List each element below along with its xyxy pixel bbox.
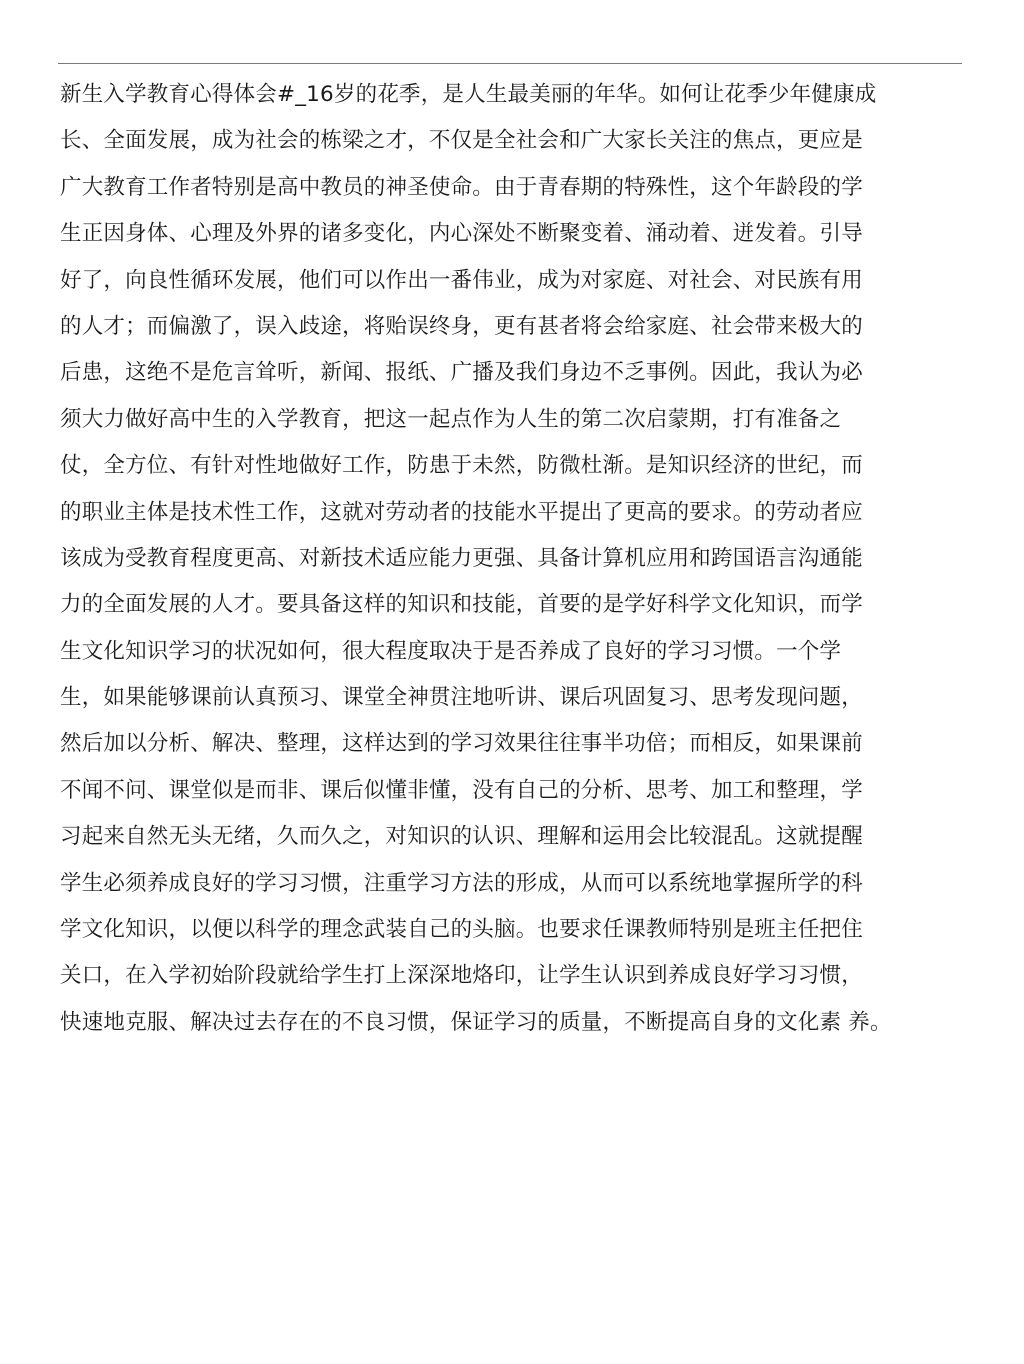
text-line: 学文化知识，以便以科学的理念武装自己的头脑。也要求任课教师特别是班主任把住 <box>60 917 863 943</box>
text-line: 学生必须养成良好的学习习惯，注重学习方法的形成，从而可以系统地掌握所学的科 <box>60 870 863 896</box>
text-line: 关口，在入学初始阶段就给学生打上深深地烙印，让学生认识到养成良好学习习惯， <box>60 963 863 989</box>
text-line: 后患，这绝不是危言耸听，新闻、报纸、广播及我们身边不乏事例。因此，我认为必 <box>60 360 863 386</box>
text-line: 新生入学教育心得体会#_16岁的花季，是人生最美丽的年华。如何让花季少年健康成 <box>60 82 877 107</box>
text-line: 生正因身体、心理及外界的诸多变化，内心深处不断聚变着、涌动着、迸发着。引导 <box>60 221 863 247</box>
text-line: 的职业主体是技术性工作，这就对劳动者的技能水平提出了更高的要求。的劳动者应 <box>60 499 863 525</box>
text-line: 须大力做好高中生的入学教育，把这一起点作为人生的第二次启蒙期，打有准备之 <box>60 406 842 432</box>
text-line: 长、全面发展，成为社会的栋梁之才，不仅是全社会和广大家长关注的焦点，更应是 <box>60 128 863 154</box>
text-line: 广大教育工作者特别是高中教员的神圣使命。由于青春期的特殊性，这个年龄段的学 <box>60 174 863 200</box>
text-line: 不闻不问、课堂似是而非、课后似懂非懂，没有自己的分析、思考、加工和整理，学 <box>60 777 863 803</box>
text-line: 力的全面发展的人才。要具备这样的知识和技能，首要的是学好科学文化知识，而学 <box>60 592 863 618</box>
text-line: 习起来自然无头无绪，久而久之，对知识的认识、理解和运用会比较混乱。这就提醒 <box>60 824 863 850</box>
text-line: 仗，全方位、有针对性地做好工作，防患于未然，防微杜渐。是知识经济的世纪，而 <box>60 453 863 479</box>
text-line: 然后加以分析、解决、整理，这样达到的学习效果往往事半功倍；而相反，如果课前 <box>60 731 863 757</box>
header-rule <box>58 63 962 64</box>
text-line: 生，如果能够课前认真预习、课堂全神贯注地听讲、课后巩固复习、思考发现问题， <box>60 685 863 711</box>
text-line: 的人才；而偏激了，误入歧途，将贻误终身，更有甚者将会给家庭、社会带来极大的 <box>60 313 863 339</box>
text-line: 快速地克服、解决过去存在的不良习惯，保证学习的质量，不断提高自身的文化素 养。 <box>60 1009 892 1035</box>
text-line: 该成为受教育程度更高、对新技术适应能力更强、具备计算机应用和跨国语言沟通能 <box>60 545 863 571</box>
body-text <box>60 72 990 1046</box>
text-line: 生文化知识学习的状况如何，很大程度取决于是否养成了良好的学习习惯。一个学 <box>60 638 842 664</box>
text-line: 好了，向良性循环发展，他们可以作出一番伟业，成为对家庭、对社会、对民族有用 <box>60 267 863 293</box>
